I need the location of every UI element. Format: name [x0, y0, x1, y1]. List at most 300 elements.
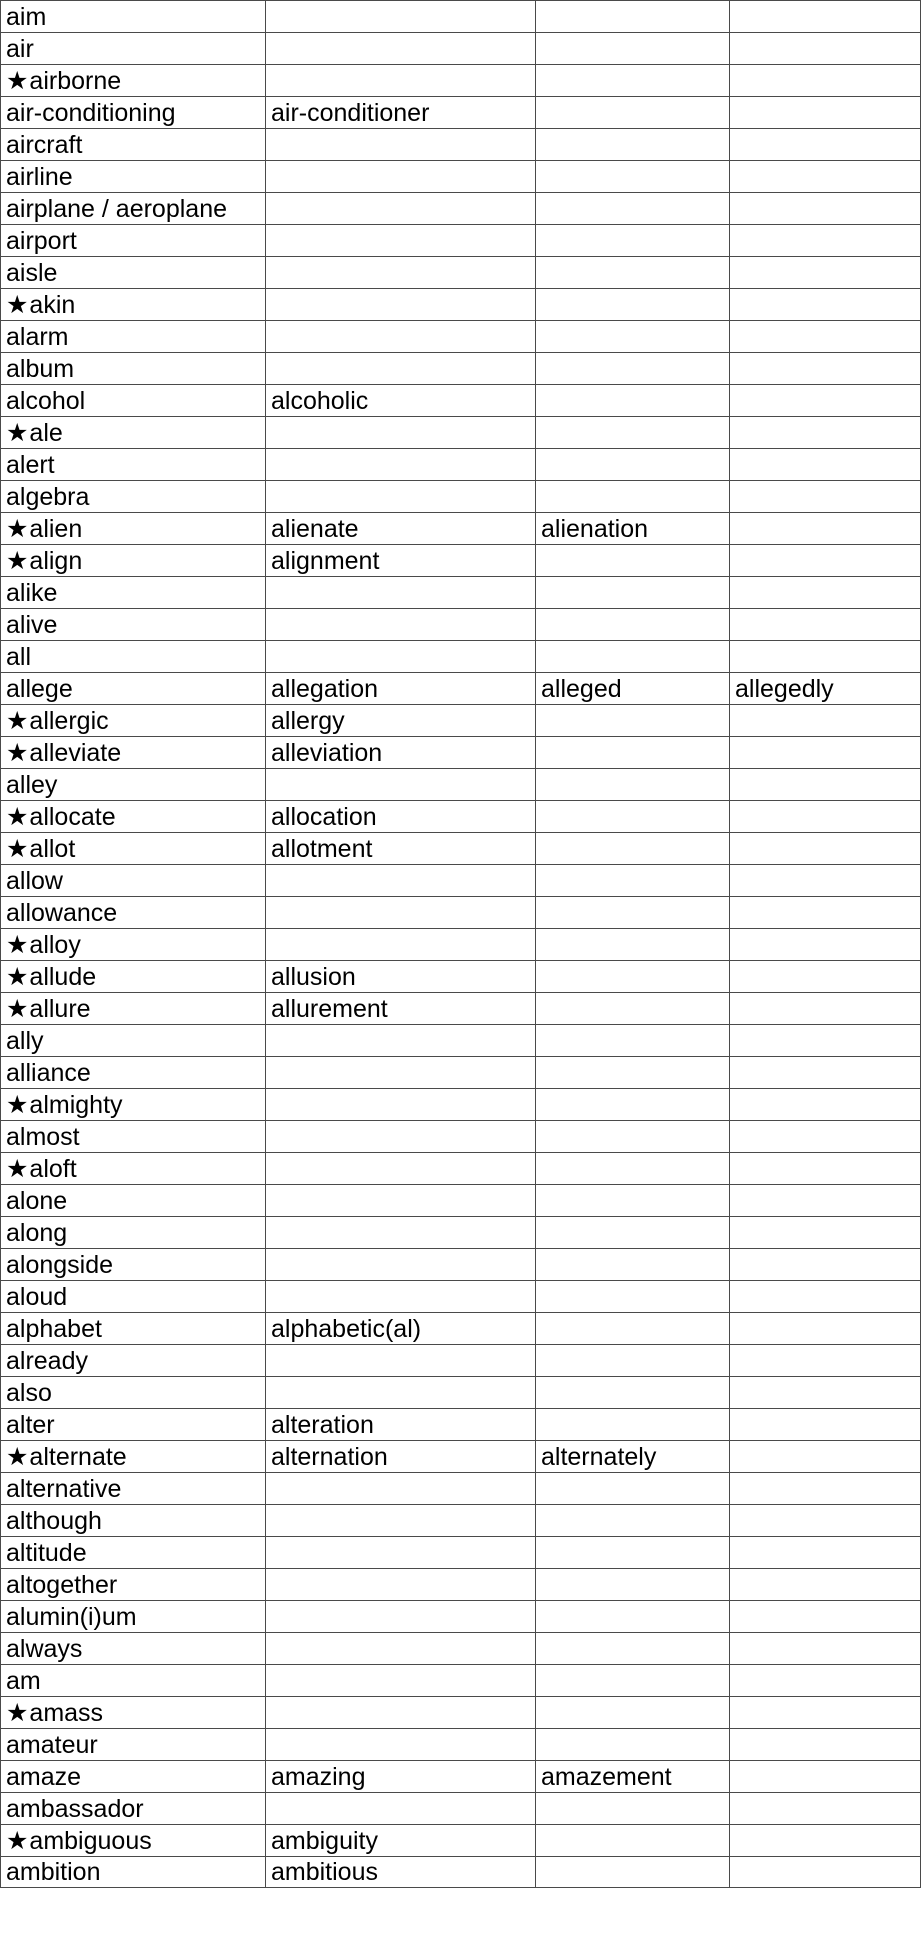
derived-form-cell[interactable] — [536, 1409, 730, 1441]
headword-cell[interactable] — [1, 833, 266, 865]
derived-form-cell[interactable] — [266, 33, 536, 65]
derived-form-cell[interactable]: alcoholic — [266, 385, 536, 417]
headword-cell[interactable] — [1, 705, 266, 737]
derived-form-cell[interactable] — [730, 1697, 921, 1729]
headword-cell[interactable] — [1, 801, 266, 833]
star-icon: ★ — [6, 1827, 29, 1855]
headword-text: always — [6, 1635, 83, 1663]
headword-text: album — [6, 355, 75, 383]
derived-form-cell[interactable] — [266, 289, 536, 321]
derived-form-cell[interactable] — [536, 1537, 730, 1569]
table-row — [1, 1665, 921, 1697]
headword-cell[interactable] — [1, 1185, 266, 1217]
derived-form-cell[interactable] — [266, 1665, 536, 1697]
derived-form-cell[interactable] — [536, 993, 730, 1025]
headword-cell[interactable] — [1, 577, 266, 609]
table-row — [1, 129, 921, 161]
table-row — [1, 1089, 921, 1121]
derived-form-cell[interactable] — [266, 1153, 536, 1185]
derived-form-cell[interactable] — [266, 1281, 536, 1313]
derived-form-cell[interactable] — [266, 1729, 536, 1761]
headword-text: allot — [29, 835, 76, 863]
derived-form-cell[interactable] — [536, 1505, 730, 1537]
derived-form-cell[interactable] — [266, 321, 536, 353]
derived-form-cell[interactable] — [730, 705, 921, 737]
derived-form-cell[interactable] — [730, 865, 921, 897]
derived-form-cell[interactable] — [536, 321, 730, 353]
derived-form-cell[interactable] — [730, 1761, 921, 1793]
headword-cell[interactable] — [1, 1025, 266, 1057]
headword-cell[interactable] — [1, 929, 266, 961]
derived-form-cell[interactable] — [730, 961, 921, 993]
derived-form-cell[interactable] — [536, 609, 730, 641]
derived-form-cell[interactable]: alienate — [266, 513, 536, 545]
derived-form-cell[interactable]: alteration — [266, 1409, 536, 1441]
derived-form-cell[interactable] — [536, 417, 730, 449]
headword-cell[interactable] — [1, 1537, 266, 1569]
vocabulary-table-body — [1, 1, 921, 1888]
derived-form-cell[interactable] — [730, 161, 921, 193]
derived-form-cell[interactable] — [730, 289, 921, 321]
headword-text: akin — [29, 291, 76, 319]
derived-form-cell[interactable] — [730, 65, 921, 97]
derived-form-cell[interactable] — [536, 1089, 730, 1121]
derived-form-cell[interactable] — [536, 1313, 730, 1345]
headword-cell[interactable] — [1, 1441, 266, 1473]
derived-form-cell[interactable] — [536, 865, 730, 897]
derived-form-cell[interactable] — [266, 417, 536, 449]
derived-form-cell[interactable] — [536, 1473, 730, 1505]
derived-form-cell[interactable] — [730, 1153, 921, 1185]
derived-form-cell[interactable] — [266, 1217, 536, 1249]
derived-form-cell[interactable] — [266, 865, 536, 897]
derived-form-cell[interactable] — [730, 449, 921, 481]
derived-form-cell[interactable]: ambitious — [266, 1857, 536, 1888]
derived-form-cell[interactable] — [536, 1249, 730, 1281]
headword-cell[interactable] — [1, 449, 266, 481]
derived-form-cell[interactable] — [730, 1537, 921, 1569]
derived-form-cell[interactable] — [730, 1249, 921, 1281]
table-row — [1, 289, 921, 321]
table-row — [1, 1281, 921, 1313]
derived-form-cell[interactable]: ambiguity — [266, 1825, 536, 1857]
derived-form-cell[interactable] — [266, 929, 536, 961]
derived-form-cell[interactable] — [730, 833, 921, 865]
derived-form-cell[interactable] — [266, 1793, 536, 1825]
headword-cell[interactable] — [1, 769, 266, 801]
table-row — [1, 1569, 921, 1601]
headword-cell[interactable] — [1, 225, 266, 257]
derived-form-cell[interactable] — [266, 129, 536, 161]
headword-text: ale — [29, 419, 63, 447]
derived-form-cell[interactable] — [536, 641, 730, 673]
derived-form-cell[interactable] — [536, 193, 730, 225]
headword-cell[interactable] — [1, 33, 266, 65]
derived-form-cell[interactable] — [266, 1377, 536, 1409]
derived-form-cell[interactable] — [730, 1025, 921, 1057]
derived-form-cell[interactable] — [266, 897, 536, 929]
headword-cell[interactable] — [1, 1825, 266, 1857]
headword-cell[interactable] — [1, 65, 266, 97]
derived-form-cell[interactable] — [730, 481, 921, 513]
derived-form-cell[interactable] — [266, 449, 536, 481]
derived-form-cell[interactable] — [730, 737, 921, 769]
headword-text: allergic — [29, 707, 109, 735]
derived-form-cell[interactable] — [536, 577, 730, 609]
headword-text: ally — [6, 1027, 44, 1055]
derived-form-cell[interactable] — [730, 1057, 921, 1089]
derived-form-cell[interactable] — [730, 1377, 921, 1409]
derived-form-cell[interactable] — [536, 833, 730, 865]
derived-form-cell[interactable] — [730, 1729, 921, 1761]
derived-form-cell[interactable] — [266, 161, 536, 193]
derived-form-cell[interactable] — [730, 513, 921, 545]
headword-cell[interactable] — [1, 1249, 266, 1281]
derived-form-cell[interactable] — [730, 1505, 921, 1537]
table-row — [1, 1473, 921, 1505]
headword-text: alien — [29, 515, 83, 543]
derived-form-cell[interactable]: alienation — [536, 513, 730, 545]
derived-form-cell[interactable] — [536, 545, 730, 577]
table-row — [1, 417, 921, 449]
derived-form-cell[interactable] — [536, 1121, 730, 1153]
headword-cell[interactable] — [1, 1761, 266, 1793]
derived-form-cell[interactable] — [536, 1217, 730, 1249]
derived-form-cell[interactable]: alternately — [536, 1441, 730, 1473]
headword-cell[interactable] — [1, 1, 266, 33]
headword-cell[interactable] — [1, 897, 266, 929]
headword-cell[interactable] — [1, 1505, 266, 1537]
derived-form-cell[interactable] — [730, 801, 921, 833]
derived-form-cell[interactable] — [266, 1601, 536, 1633]
headword-cell[interactable] — [1, 161, 266, 193]
derived-form-cell[interactable] — [536, 353, 730, 385]
headword-cell[interactable] — [1, 545, 266, 577]
derived-form-cell[interactable] — [730, 1473, 921, 1505]
derived-form-cell[interactable] — [266, 1473, 536, 1505]
derived-form-cell[interactable] — [730, 1857, 921, 1888]
derived-form-cell[interactable] — [266, 1537, 536, 1569]
derived-form-cell[interactable]: alignment — [266, 545, 536, 577]
table-row — [1, 673, 921, 705]
headword-text: alone — [6, 1187, 68, 1215]
headword-text: airplane / aeroplane — [6, 195, 227, 223]
table-row — [1, 1633, 921, 1665]
derived-form-cell[interactable] — [536, 961, 730, 993]
headword-cell[interactable] — [1, 1697, 266, 1729]
headword-text: aim — [6, 3, 47, 31]
headword-text: amass — [29, 1699, 104, 1727]
derived-form-cell[interactable] — [730, 353, 921, 385]
headword-cell[interactable] — [1, 1729, 266, 1761]
table-row — [1, 1793, 921, 1825]
derived-form-cell[interactable] — [536, 1793, 730, 1825]
derived-form-cell[interactable] — [730, 577, 921, 609]
headword-cell[interactable] — [1, 417, 266, 449]
headword-cell[interactable] — [1, 289, 266, 321]
derived-form-cell[interactable]: amazing — [266, 1761, 536, 1793]
derived-form-cell[interactable] — [730, 1441, 921, 1473]
derived-form-cell[interactable] — [536, 1057, 730, 1089]
derived-form-cell[interactable] — [730, 225, 921, 257]
derived-form-cell[interactable] — [730, 1569, 921, 1601]
table-row — [1, 1697, 921, 1729]
headword-cell[interactable] — [1, 993, 266, 1025]
derived-form-cell[interactable] — [730, 321, 921, 353]
headword-text: alloy — [29, 931, 81, 959]
derived-form-cell[interactable] — [266, 1569, 536, 1601]
headword-cell[interactable] — [1, 1409, 266, 1441]
derived-form-cell[interactable] — [536, 385, 730, 417]
derived-form-cell[interactable] — [730, 1601, 921, 1633]
derived-form-cell[interactable] — [730, 1345, 921, 1377]
headword-cell[interactable] — [1, 193, 266, 225]
derived-form-cell[interactable] — [536, 481, 730, 513]
headword-cell[interactable] — [1, 1313, 266, 1345]
headword-cell[interactable] — [1, 641, 266, 673]
derived-form-cell[interactable] — [730, 769, 921, 801]
headword-text: alternative — [6, 1475, 122, 1503]
derived-form-cell[interactable] — [730, 1121, 921, 1153]
derived-form-cell[interactable] — [730, 1089, 921, 1121]
headword-cell[interactable] — [1, 129, 266, 161]
derived-form-cell[interactable]: allegation — [266, 673, 536, 705]
derived-form-cell[interactable] — [730, 1313, 921, 1345]
derived-form-cell[interactable] — [536, 1, 730, 33]
derived-form-cell[interactable] — [266, 1185, 536, 1217]
derived-form-cell[interactable] — [730, 1, 921, 33]
derived-form-cell[interactable] — [536, 1825, 730, 1857]
star-icon: ★ — [6, 835, 29, 863]
derived-form-cell[interactable] — [536, 129, 730, 161]
table-row — [1, 1121, 921, 1153]
derived-form-cell[interactable] — [536, 1345, 730, 1377]
table-row — [1, 545, 921, 577]
headword-cell[interactable] — [1, 97, 266, 129]
headword-cell[interactable] — [1, 1377, 266, 1409]
headword-text: algebra — [6, 483, 90, 511]
derived-form-cell[interactable] — [730, 897, 921, 929]
derived-form-cell[interactable] — [266, 1345, 536, 1377]
headword-cell[interactable] — [1, 1089, 266, 1121]
headword-cell[interactable] — [1, 1121, 266, 1153]
headword-cell[interactable] — [1, 673, 266, 705]
derived-form-cell[interactable] — [536, 225, 730, 257]
headword-cell[interactable] — [1, 737, 266, 769]
derived-form-cell[interactable] — [536, 1857, 730, 1888]
derived-form-cell[interactable] — [266, 1, 536, 33]
derived-form-cell[interactable] — [536, 705, 730, 737]
derived-form-cell[interactable]: allergy — [266, 705, 536, 737]
table-row — [1, 1185, 921, 1217]
table-row — [1, 1217, 921, 1249]
headword-cell[interactable] — [1, 321, 266, 353]
derived-form-cell[interactable] — [266, 1633, 536, 1665]
headword-text: all — [6, 643, 32, 671]
derived-form-cell[interactable] — [536, 33, 730, 65]
derived-form-cell[interactable]: allusion — [266, 961, 536, 993]
derived-form-cell[interactable] — [536, 737, 730, 769]
derived-form-cell[interactable] — [730, 1793, 921, 1825]
table-row — [1, 577, 921, 609]
headword-text: alert — [6, 451, 55, 479]
headword-cell[interactable] — [1, 1633, 266, 1665]
derived-form-cell[interactable] — [536, 929, 730, 961]
headword-text: alongside — [6, 1251, 114, 1279]
derived-form-cell[interactable] — [730, 1825, 921, 1857]
derived-form-cell[interactable] — [730, 385, 921, 417]
headword-cell[interactable] — [1, 1857, 266, 1888]
table-row — [1, 737, 921, 769]
derived-form-cell[interactable] — [266, 1121, 536, 1153]
headword-cell[interactable] — [1, 1345, 266, 1377]
derived-form-cell[interactable] — [730, 609, 921, 641]
derived-form-cell[interactable]: allegedly — [730, 673, 921, 705]
derived-form-cell[interactable] — [266, 641, 536, 673]
headword-cell[interactable] — [1, 1281, 266, 1313]
derived-form-cell[interactable] — [730, 929, 921, 961]
derived-form-cell[interactable]: alphabetic(al) — [266, 1313, 536, 1345]
table-row — [1, 513, 921, 545]
derived-form-cell[interactable]: allocation — [266, 801, 536, 833]
headword-cell[interactable] — [1, 1057, 266, 1089]
headword-cell[interactable] — [1, 513, 266, 545]
derived-form-cell[interactable] — [536, 161, 730, 193]
headword-text: alcohol — [6, 387, 86, 415]
derived-form-cell[interactable] — [536, 97, 730, 129]
headword-cell[interactable] — [1, 385, 266, 417]
table-row — [1, 1313, 921, 1345]
derived-form-cell[interactable] — [730, 1217, 921, 1249]
derived-form-cell[interactable] — [266, 1505, 536, 1537]
derived-form-cell[interactable]: allurement — [266, 993, 536, 1025]
derived-form-cell[interactable] — [536, 1153, 730, 1185]
headword-cell[interactable] — [1, 1569, 266, 1601]
headword-cell[interactable] — [1, 481, 266, 513]
derived-form-cell[interactable] — [536, 1697, 730, 1729]
table-row — [1, 897, 921, 929]
derived-form-cell[interactable] — [536, 65, 730, 97]
derived-form-cell[interactable] — [536, 1025, 730, 1057]
headword-text: am — [6, 1667, 41, 1695]
derived-form-cell[interactable] — [730, 1185, 921, 1217]
table-row — [1, 1377, 921, 1409]
derived-form-cell[interactable] — [730, 545, 921, 577]
derived-form-cell[interactable] — [730, 1281, 921, 1313]
derived-form-cell[interactable] — [266, 1697, 536, 1729]
headword-cell[interactable] — [1, 353, 266, 385]
headword-text: ambassador — [6, 1795, 144, 1823]
headword-cell[interactable] — [1, 609, 266, 641]
derived-form-cell[interactable] — [536, 1601, 730, 1633]
derived-form-cell[interactable] — [536, 1185, 730, 1217]
derived-form-cell[interactable] — [536, 449, 730, 481]
derived-form-cell[interactable] — [266, 609, 536, 641]
derived-form-cell[interactable]: alleged — [536, 673, 730, 705]
headword-cell[interactable] — [1, 1793, 266, 1825]
headword-cell[interactable] — [1, 1153, 266, 1185]
derived-form-cell[interactable] — [730, 193, 921, 225]
derived-form-cell[interactable] — [730, 1409, 921, 1441]
table-row — [1, 1825, 921, 1857]
derived-form-cell[interactable] — [266, 1249, 536, 1281]
derived-form-cell[interactable] — [730, 993, 921, 1025]
derived-form-cell[interactable]: alternation — [266, 1441, 536, 1473]
derived-form-cell[interactable] — [266, 353, 536, 385]
headword-text: already — [6, 1347, 88, 1375]
derived-form-cell[interactable] — [536, 769, 730, 801]
headword-text: alike — [6, 579, 58, 607]
headword-cell[interactable] — [1, 865, 266, 897]
derived-form-cell[interactable] — [266, 577, 536, 609]
headword-cell[interactable] — [1, 257, 266, 289]
derived-form-cell[interactable] — [730, 129, 921, 161]
derived-form-cell[interactable] — [730, 417, 921, 449]
star-icon: ★ — [6, 547, 29, 575]
headword-cell[interactable] — [1, 1601, 266, 1633]
derived-form-cell[interactable] — [266, 193, 536, 225]
derived-form-cell[interactable] — [266, 481, 536, 513]
star-icon: ★ — [6, 67, 29, 95]
derived-form-cell[interactable]: air-conditioner — [266, 97, 536, 129]
derived-form-cell[interactable]: alleviation — [266, 737, 536, 769]
headword-text: air-conditioning — [6, 99, 176, 127]
table-row — [1, 33, 921, 65]
derived-form-cell[interactable] — [266, 769, 536, 801]
table-row — [1, 833, 921, 865]
derived-form-cell[interactable] — [536, 1569, 730, 1601]
table-row — [1, 993, 921, 1025]
derived-form-cell[interactable] — [730, 97, 921, 129]
derived-form-cell[interactable] — [536, 289, 730, 321]
derived-form-cell[interactable]: allotment — [266, 833, 536, 865]
table-row — [1, 801, 921, 833]
derived-form-cell[interactable] — [536, 1729, 730, 1761]
headword-cell[interactable] — [1, 1665, 266, 1697]
derived-form-cell[interactable] — [266, 225, 536, 257]
derived-form-cell[interactable] — [536, 897, 730, 929]
headword-cell[interactable] — [1, 1217, 266, 1249]
derived-form-cell[interactable] — [536, 1281, 730, 1313]
headword-text: almighty — [29, 1091, 123, 1119]
table-row — [1, 769, 921, 801]
derived-form-cell[interactable] — [730, 257, 921, 289]
headword-text: altitude — [6, 1539, 87, 1567]
table-row — [1, 65, 921, 97]
derived-form-cell[interactable] — [730, 1665, 921, 1697]
headword-cell[interactable] — [1, 1473, 266, 1505]
derived-form-cell[interactable] — [266, 257, 536, 289]
derived-form-cell[interactable] — [266, 65, 536, 97]
derived-form-cell[interactable] — [730, 33, 921, 65]
derived-form-cell[interactable] — [536, 257, 730, 289]
derived-form-cell[interactable] — [536, 1377, 730, 1409]
headword-text: almost — [6, 1123, 80, 1151]
derived-form-cell[interactable] — [730, 1633, 921, 1665]
derived-form-cell[interactable] — [536, 801, 730, 833]
derived-form-cell[interactable] — [536, 1633, 730, 1665]
derived-form-cell[interactable] — [266, 1025, 536, 1057]
derived-form-cell[interactable] — [266, 1089, 536, 1121]
headword-cell[interactable] — [1, 961, 266, 993]
table-row — [1, 1025, 921, 1057]
headword-text: although — [6, 1507, 102, 1535]
derived-form-cell[interactable] — [730, 641, 921, 673]
derived-form-cell[interactable]: amazement — [536, 1761, 730, 1793]
derived-form-cell[interactable] — [536, 1665, 730, 1697]
derived-form-cell[interactable] — [266, 1057, 536, 1089]
table-row — [1, 353, 921, 385]
